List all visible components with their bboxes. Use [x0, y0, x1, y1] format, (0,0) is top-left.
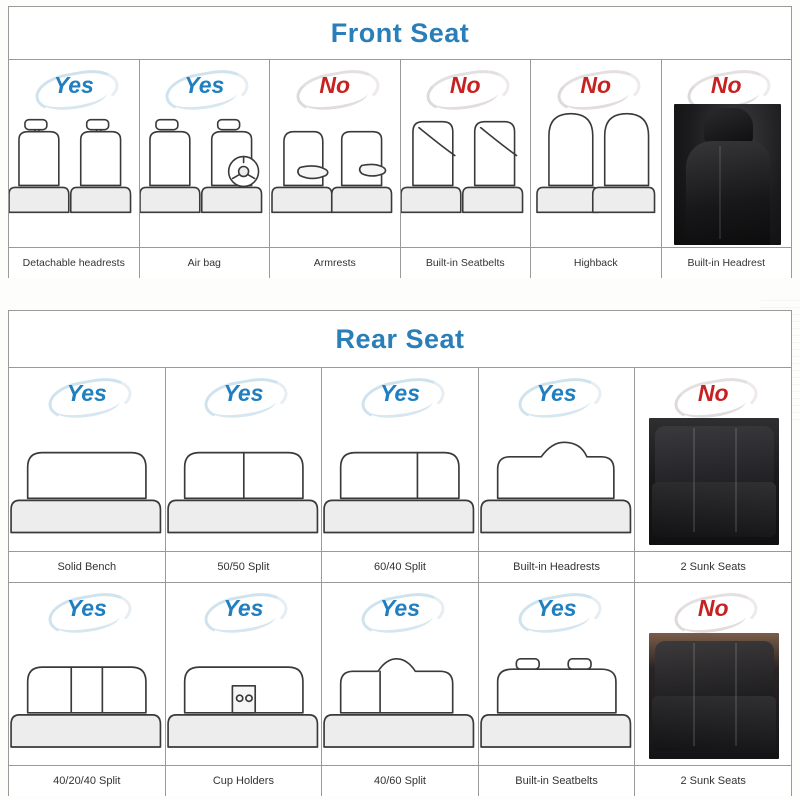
stamp-label: Yes	[379, 380, 421, 406]
stamp-label: No	[580, 72, 612, 98]
rear-seat-row-1	[9, 368, 791, 582]
cell-solid-bench[interactable]	[9, 368, 166, 582]
cell-detachable-headrests[interactable]	[9, 60, 140, 278]
cell-highback[interactable]	[531, 60, 662, 278]
photo-seam	[719, 146, 721, 239]
cell-builtin-seatbelts-front[interactable]	[401, 60, 532, 278]
stamp-label: Yes	[223, 595, 264, 621]
bench-40-60-icon	[322, 617, 478, 765]
art-builtin-seatbelts-front	[401, 60, 531, 247]
stamp-label: Yes	[66, 595, 107, 621]
photo-seat-cushion	[652, 696, 776, 751]
caption-highback: Highback	[531, 247, 661, 278]
photo-seat-body	[686, 141, 770, 245]
art-60-40-split	[322, 368, 478, 551]
bench-60-40-icon	[322, 402, 478, 551]
caption-builtin-seatbelts-front: Built-in Seatbelts	[401, 247, 531, 278]
photo-black-rear-bench	[649, 418, 779, 545]
verdict-stamp-no	[670, 376, 756, 418]
cell-builtin-headrest-photo[interactable]	[662, 60, 792, 278]
front-seat-airbag-icon	[140, 94, 270, 247]
art-50-50-split	[166, 368, 322, 551]
art-40-60-split	[322, 583, 478, 765]
cell-builtin-headrests-rear[interactable]	[479, 368, 636, 582]
stamp-label: No	[319, 72, 351, 98]
caption-40-60-split: 40/60 Split	[322, 765, 478, 796]
caption-40-20-40-split: 40/20/40 Split	[9, 765, 165, 796]
photo-headrest	[704, 108, 753, 145]
front-seat-title: Front Seat	[9, 7, 791, 60]
caption-60-40-split: 60/40 Split	[322, 551, 478, 582]
caption-builtin-headrests-rear: Built-in Headrests	[479, 551, 635, 582]
art-solid-bench	[9, 368, 165, 551]
rear-seat-row-2	[9, 582, 791, 796]
art-armrests	[270, 60, 400, 247]
cell-2-sunk-seats-row2[interactable]	[635, 583, 791, 796]
cell-cup-holders[interactable]	[166, 583, 323, 796]
caption-builtin-seatbelts-rear: Built-in Seatbelts	[479, 765, 635, 796]
stamp-label: Yes	[53, 72, 94, 98]
art-builtin-seatbelts-rear	[479, 583, 635, 765]
photo-black-rear-bench-warm	[649, 633, 779, 759]
cell-50-50-split[interactable]	[166, 368, 323, 582]
art-builtin-headrests-rear	[479, 368, 635, 551]
bench-builtin-headrests-icon	[479, 402, 635, 551]
front-seat-row	[9, 60, 791, 278]
front-seat-section	[8, 6, 792, 278]
art-2-sunk-seats-row2	[635, 583, 791, 765]
front-seat-seatbelt-icon	[401, 94, 531, 247]
stamp-label: Yes	[379, 595, 421, 621]
bench-50-50-icon	[166, 402, 322, 551]
caption-armrests: Armrests	[270, 247, 400, 278]
stamp-label: Yes	[536, 380, 577, 406]
caption-detachable-headrests: Detachable headrests	[9, 247, 139, 278]
photo-seat-back	[655, 426, 774, 484]
caption-2-sunk-seats-row2: 2 Sunk Seats	[635, 765, 791, 796]
caption-air-bag: Air bag	[140, 247, 270, 278]
photo-divider-left	[693, 428, 695, 532]
caption-2-sunk-seats-row1: 2 Sunk Seats	[635, 551, 791, 582]
cell-40-20-40-split[interactable]	[9, 583, 166, 796]
art-detachable-headrests	[9, 60, 139, 247]
bench-solid-icon	[9, 402, 165, 551]
cell-60-40-split[interactable]	[322, 368, 479, 582]
art-builtin-headrest-photo	[662, 60, 792, 247]
art-air-bag	[140, 60, 270, 247]
photo-black-front-seat	[674, 104, 782, 245]
photo-seat-cushion	[652, 482, 776, 538]
photo-divider-right	[735, 643, 737, 746]
front-seat-highback-icon	[531, 94, 661, 247]
caption-50-50-split: 50/50 Split	[166, 551, 322, 582]
rear-seat-title: Rear Seat	[9, 311, 791, 368]
cell-builtin-seatbelts-rear[interactable]	[479, 583, 636, 796]
stamp-label: Yes	[223, 380, 264, 406]
stamp-label: Yes	[66, 380, 107, 406]
caption-cup-holders: Cup Holders	[166, 765, 322, 796]
bench-cup-holders-icon	[166, 617, 322, 765]
art-2-sunk-seats-row1	[635, 368, 791, 551]
bench-builtin-seatbelts-icon	[479, 617, 635, 765]
art-highback	[531, 60, 661, 247]
verdict-stamp-no	[670, 591, 756, 633]
art-cup-holders	[166, 583, 322, 765]
stamp-label: No	[697, 380, 729, 406]
cell-armrests[interactable]	[270, 60, 401, 278]
stamp-label: No	[697, 595, 729, 621]
front-seat-armrest-icon	[270, 94, 400, 247]
photo-divider-left	[693, 643, 695, 746]
front-seat-pair-icon	[9, 94, 139, 247]
caption-builtin-headrest: Built-in Headrest	[662, 247, 792, 278]
art-40-20-40-split	[9, 583, 165, 765]
photo-divider-right	[735, 428, 737, 532]
photo-seat-back	[655, 641, 774, 699]
cell-2-sunk-seats-row1[interactable]	[635, 368, 791, 582]
stamp-label: Yes	[536, 595, 577, 621]
cell-air-bag[interactable]	[140, 60, 271, 278]
bench-40-20-40-icon	[9, 617, 165, 765]
stamp-label: No	[449, 72, 481, 98]
stamp-label: No	[710, 72, 742, 98]
cell-40-60-split[interactable]	[322, 583, 479, 796]
rear-seat-section	[8, 310, 792, 796]
stamp-label: Yes	[184, 72, 225, 98]
caption-solid-bench: Solid Bench	[9, 551, 165, 582]
